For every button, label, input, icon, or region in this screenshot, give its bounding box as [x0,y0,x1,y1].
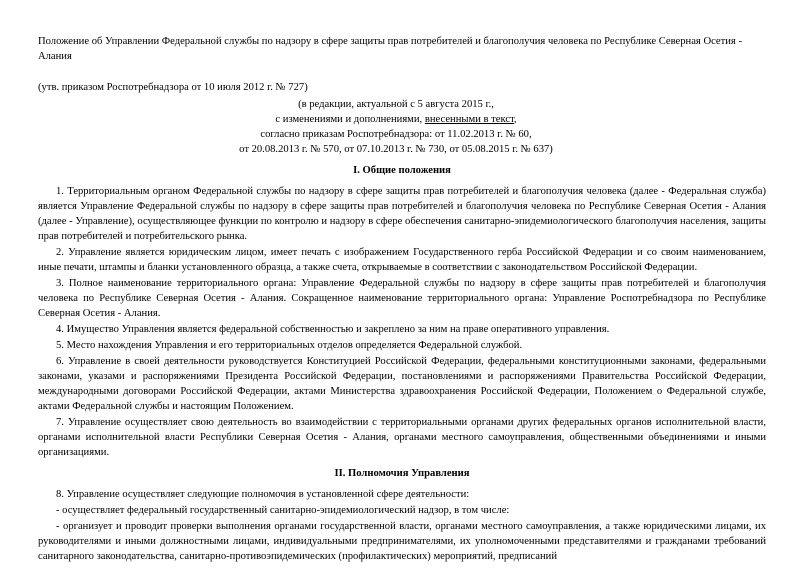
paragraph-8-item-1: - осуществляет федеральный государственный санитарно-эпидемиологический надзор, в том числе: [56,505,510,516]
section-heading-powers: II. Полномочия Управления [334,468,470,479]
document-body [38,34,766,565]
paragraph-3: 3. Полное наименование территориального органа: Управление Федеральной службы по надзору в сфере защиты прав потребителей и благополучия человека по Республике Северная Осетия - Алания. Сокращенное наименование территориального органа: Управление Роспотребнадзора по Республике Северная Осетия - Алания. [38,278,766,319]
paragraph-4: 4. Имущество Управления является федеральной собственностью и закреплено за ним на праве оперативного управления. [56,324,610,335]
edition-line-3: согласно приказам Роспотребнадзора: от 11.02.2013 г. № 60, [260,129,532,140]
edition-line-2 [186,112,606,127]
edition-line-1: (в редакции, актуальной с 5 августа 2015 г., [298,99,494,110]
paragraph-2: 2. Управление является юридическим лицом, имеет печать с изображением Государственного герба Российской Федерации и со своим наименованием, иные печати, штампы и бланки установленного образца, а также счета, открываемые в соответствии с законодательством Российской Федерации. [38,247,766,273]
amendments-link[interactable]: внесенными в текст [424,114,514,125]
edition-line-2-pre: с изменениями и дополнениями, [275,114,425,125]
edition-note [38,97,606,157]
paragraph-8-item-2: - организует и проводит проверки выполнения органами государственной власти, органами местного самоуправления, а также юридическими лицами, их руководителями и иными должностными лицами, индивидуальными предпринимателями, их уполномоченными представителями и гражданами требований санитарного законодательства, санитарно-противоэпидемических (профилактических) мероприятий, предписаний [38,521,766,562]
paragraph-7: 7. Управление осуществляет свою деятельность во взаимодействии с территориальными органами других федеральных органов исполнительной власти, органами исполнительной власти Республики Северная Осетия - Алания, органами местного самоуправления, общественными объединениями и иными организациями. [38,417,766,458]
edition-line-2-post: , [513,114,517,125]
paragraph-5: 5. Место нахождения Управления и его территориальных отделов определяется Федеральной службой. [56,340,523,351]
approval-note: (утв. приказом Роспотребнадзора от 10 июля 2012 г. № 727) [38,82,308,93]
document-title: Положение об Управлении Федеральной службы по надзору в сфере защиты прав потребителей и благополучия человека по Республике Северная Осетия - Алания [38,36,742,62]
edition-line-4: от 20.08.2013 г. № 570, от 07.10.2013 г. № 730, от 05.08.2015 г. № 637) [239,144,553,155]
paragraph-1: 1. Территориальным органом Федеральной службы по надзору в сфере защиты прав потребителей и благополучия человека (далее - Федеральная служба) является Управление Федеральной службы по надзору в сфере защиты прав потребителей и благополучия человека по Республике Северная Осетия - Алания (далее - Управление), осуществляющее функции по контролю и надзору в сфере обеспечения санитарно-эпидемиологического благополучия населения, защиты прав потребителей и потребительского рынка. [38,186,766,242]
paragraph-8: 8. Управление осуществляет следующие полномочия в установленной сфере деятельности: [56,489,470,500]
section-heading-general: I. Общие положения [353,165,451,176]
paragraph-6: 6. Управление в своей деятельности руководствуется Конституцией Российской Федерации, федеральными конституционными законами, федеральными законами, указами и распоряжениями Президента Российской Федерации, постановлениями и распоряжениями Правительства Российской Федерации, международными договорами Российской Федерации, актами Министерства здравоохранения Российской Федерации, Положением о Федеральной службе, актами Федеральной службы и настоящим Положением. [38,356,766,412]
